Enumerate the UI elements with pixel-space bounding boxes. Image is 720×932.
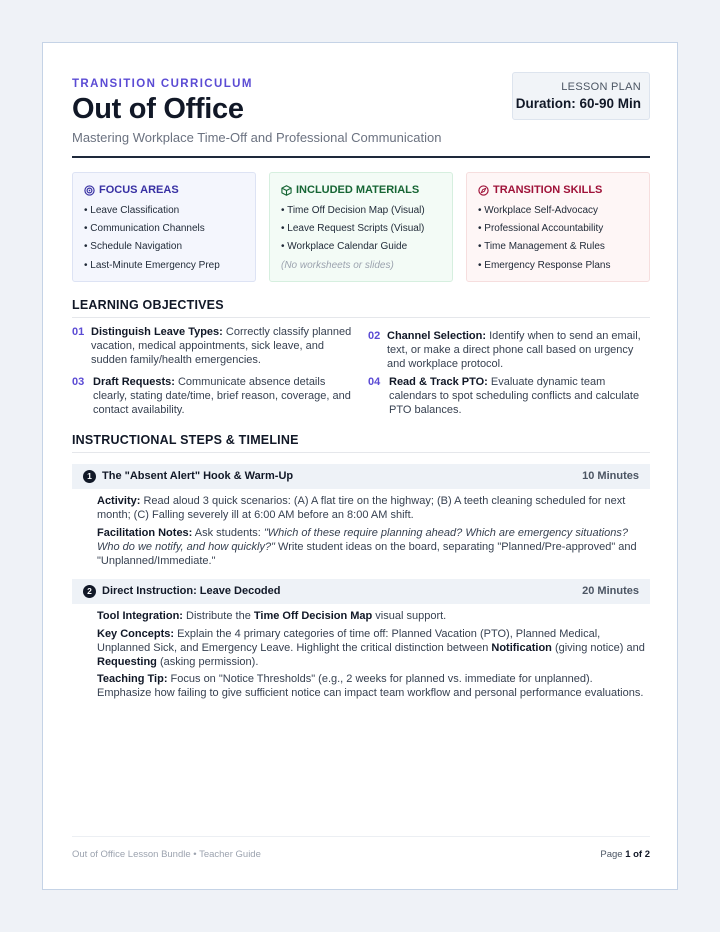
materials-note: (No worksheets or slides) — [281, 259, 394, 271]
focus-areas-title: FOCUS AREAS — [99, 184, 179, 196]
badge-label: LESSON PLAN — [561, 81, 641, 93]
objective-text: Evaluate dynamic team calendars to spot scheduling conflicts and calculate PTO balances. — [389, 376, 640, 417]
instructional-steps-heading: INSTRUCTIONAL STEPS & TIMELINE — [72, 433, 299, 447]
focus-areas-card — [72, 172, 256, 282]
step-teaching-tip — [97, 672, 650, 700]
step-header-1 — [72, 464, 650, 489]
step-number-badge: 2 — [83, 585, 96, 598]
step-title: Direct Instruction: Leave Decoded — [102, 585, 281, 597]
paragraph-text: Write student ideas on the board, separating "Planned/Pre-approved" and "Unplanned/Immediate." — [97, 541, 637, 568]
concept-term: Requesting — [97, 656, 157, 669]
paragraph-text: (asking permission). — [156, 656, 259, 669]
included-materials-title: INCLUDED MATERIALS — [296, 184, 420, 196]
paragraph-text: Focus on "Notice Thresholds" (e.g., 2 weeks for planned vs. immediate for unplanned). Emphasize how failing to give sufficient notice can impact team workflow and personal performance evaluations. — [97, 673, 644, 700]
objective-number: 02 — [368, 330, 381, 342]
transition-skills-title: TRANSITION SKILLS — [493, 184, 603, 196]
objective-item — [72, 375, 357, 418]
objective-label: Channel Selection: — [387, 330, 487, 342]
objective-number: 04 — [368, 376, 381, 388]
objective-item — [368, 375, 650, 418]
list-item: • Workplace Self-Advocacy — [478, 205, 599, 216]
step-activity — [97, 494, 650, 522]
objective-item — [368, 329, 650, 372]
duration-badge — [512, 72, 650, 120]
lesson-plan-page — [42, 42, 678, 890]
summary-cards — [72, 172, 650, 282]
footer-divider — [72, 836, 650, 837]
list-item: • Communication Channels — [84, 223, 205, 235]
objective-text: Communicate absence details clearly, stating date/time, brief reason, coverage, and contact availability. — [93, 376, 351, 417]
objective-number: 03 — [72, 376, 85, 388]
paragraph-label: Teaching Tip: — [97, 673, 168, 685]
objective-text: Identify when to send an email, text, or make a direct phone call based on urgency and workplace protocol. — [387, 330, 641, 371]
objective-label: Draft Requests: — [93, 376, 175, 388]
included-materials-card — [269, 172, 453, 282]
objective-text: Correctly classify planned vacation, medical appointments, sick leave, and sudden family/health emergencies. — [91, 326, 352, 367]
list-item: • Schedule Navigation — [84, 241, 183, 253]
student-question-quote: "Which of these require planning ahead? Which are emergency situations? Who do we notify, and how quickly?" — [97, 527, 628, 554]
paragraph-text: Ask students: — [192, 527, 264, 539]
paragraph-label: Key Concepts: — [97, 628, 175, 640]
footer-title: Out of Office Lesson Bundle • Teacher Guide — [72, 849, 261, 860]
step-facilitation-notes — [97, 526, 650, 569]
section-divider — [72, 317, 650, 318]
list-item: • Workplace Calendar Guide — [281, 241, 408, 253]
step-duration: 20 Minutes — [582, 585, 639, 597]
transition-skills-card — [466, 172, 650, 282]
paragraph-text: Explain the 4 primary categories of time off: Planned Vacation (PTO), Planned Medical, Unplanned Sick, and Emergency Leave. Highlight the critical distinction between — [97, 628, 601, 655]
step-duration: 10 Minutes — [582, 470, 639, 482]
step-header-2 — [72, 579, 650, 604]
page-title: Out of Office — [72, 93, 244, 125]
page-count: 1 of 2 — [625, 849, 650, 860]
objective-label: Distinguish Leave Types: — [91, 326, 223, 338]
learning-objectives-heading: LEARNING OBJECTIVES — [72, 298, 224, 312]
paragraph-text: visual support. — [372, 610, 447, 622]
box-icon — [281, 185, 292, 196]
compass-icon — [478, 185, 489, 196]
paragraph-label: Tool Integration: — [97, 610, 183, 622]
list-item: • Professional Accountability — [478, 223, 604, 235]
page-number — [600, 849, 650, 860]
list-item: • Leave Request Scripts (Visual) — [281, 223, 425, 235]
badge-duration: Duration: 60-90 Min — [515, 96, 641, 111]
objective-label: Read & Track PTO: — [389, 376, 488, 388]
paragraph-text: Read aloud 3 quick scenarios: (A) A flat tire on the highway; (B) A teeth cleaning scheduled for next month; (C) Falling severely ill at 6:00 AM before an 8:00 AM shift. — [97, 495, 626, 522]
page-prefix: Page — [600, 849, 626, 860]
step-key-concepts — [97, 627, 650, 670]
paragraph-label: Facilitation Notes: — [97, 527, 193, 539]
list-item: • Leave Classification — [84, 205, 180, 216]
step-number-badge: 1 — [83, 470, 96, 483]
list-item: • Time Management & Rules — [478, 241, 605, 253]
page-subtitle: Mastering Workplace Time-Off and Professional Communication — [72, 130, 442, 145]
target-icon — [84, 185, 95, 196]
section-divider — [72, 452, 650, 453]
step-tool-integration — [97, 609, 650, 623]
objective-number: 01 — [72, 326, 85, 338]
tool-name: Time Off Decision Map — [253, 610, 373, 622]
header-divider — [72, 156, 650, 158]
list-item: • Time Off Decision Map (Visual) — [281, 205, 425, 216]
paragraph-label: Activity: — [97, 495, 141, 507]
objective-item — [72, 325, 357, 368]
paragraph-text: (giving notice) and — [551, 642, 645, 655]
paragraph-text: Distribute the — [182, 610, 254, 622]
list-item: • Emergency Response Plans — [478, 259, 611, 271]
curriculum-kicker: TRANSITION CURRICULUM — [72, 78, 253, 90]
list-item: • Last-Minute Emergency Prep — [84, 259, 220, 271]
concept-term: Notification — [491, 642, 552, 655]
step-title: The "Absent Alert" Hook & Warm-Up — [102, 470, 294, 482]
